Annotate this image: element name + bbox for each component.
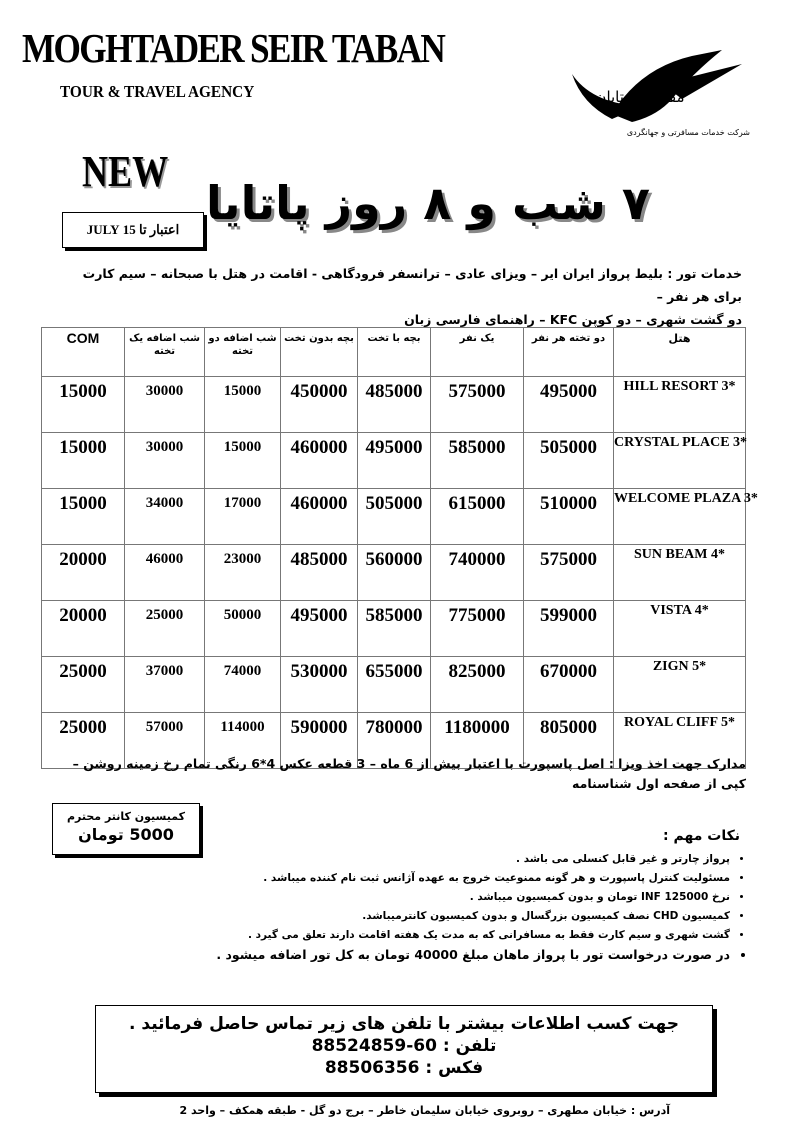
double-cell: 510000: [524, 489, 614, 545]
commission-label: کمیسیون کانتر محترم: [66, 810, 185, 823]
extra-double-cell: 15000: [205, 377, 281, 433]
hotel-name-cell: ZIGN 5*: [614, 657, 746, 713]
logo-persian-name: مقتدرسیرتابان: [595, 88, 685, 106]
services-line-2: دو گشت شهری – دو کوپن KFC – راهنمای فارسی زبان: [404, 312, 742, 327]
header-single: یک نفر: [431, 328, 524, 377]
child-no-bed-cell: 460000: [281, 433, 358, 489]
extra-double-cell: 17000: [205, 489, 281, 545]
extra-single-cell: 37000: [125, 657, 205, 713]
visa-documents: مدارک جهت اخذ ویزا : اصل پاسپورت با اعتبار بیش از 6 ماه – 3 قطعه عکس 4*6 رنگی تمام رخ زمینه روشن – کپی از صفحه اول شناسنامه: [72, 756, 746, 791]
validity-box: اعتبار تا 15 JULY: [62, 212, 204, 248]
table-row: [42, 433, 746, 489]
child-bed-cell: 585000: [358, 601, 431, 657]
header-child-no-bed: بچه بدون تخت: [281, 328, 358, 377]
double-cell: 670000: [524, 657, 614, 713]
table-row: [42, 657, 746, 713]
header-child-with-bed: بچه با تخت: [358, 328, 431, 377]
table-row: [42, 545, 746, 601]
logo-tagline: شرکت خدمات مسافرتی و جهانگردی: [626, 128, 750, 137]
single-cell: 740000: [431, 545, 524, 601]
hotel-name-cell: VISTA 4*: [614, 601, 746, 657]
table-row: [42, 377, 746, 433]
extra-double-cell: 114000: [205, 713, 281, 769]
single-cell: 1180000: [431, 713, 524, 769]
child-bed-cell: 485000: [358, 377, 431, 433]
header-double: دو تخته هر نفر: [524, 328, 614, 377]
header-extra-single: شب اضافه یک تخته: [125, 328, 205, 377]
child-no-bed-cell: 450000: [281, 377, 358, 433]
header-com: COM: [42, 328, 125, 377]
address-line: آدرس : خیابان مطهری – روبروی خیابان سلیمان خاطر – برج دو گل - طبقه همکف – واحد 2: [179, 1104, 670, 1117]
commission-box: [52, 803, 200, 855]
child-bed-cell: 780000: [358, 713, 431, 769]
services-line-1: خدمات تور : بلیط پرواز ایران ایر – ویزای عادی – ترانسفر فرودگاهی - اقامت در هتل با صبحانه – سیم کارت برای هر نفر –: [82, 266, 742, 304]
extra-single-cell: 46000: [125, 545, 205, 601]
list-item: • گشت شهری و سیم کارت فقط به مسافرانی که به مدت یک هفته اقامت دارند تعلق می گیرد .: [140, 926, 730, 945]
child-no-bed-cell: 590000: [281, 713, 358, 769]
list-item: • مسئولیت کنترل پاسپورت و هر گونه ممنوعیت خروج به عهده آژانس ثبت نام کننده میباشد .: [140, 869, 730, 888]
single-cell: 575000: [431, 377, 524, 433]
notes-heading: نکات مهم :: [663, 828, 740, 844]
brand-name: MOGHTADER SEIR TABAN: [22, 25, 445, 71]
hotel-name-cell: SUN BEAM 4*: [614, 545, 746, 601]
extra-single-cell: 57000: [125, 713, 205, 769]
contact-intro: جهت کسب اطلاعات بیشتر با تلفن های زیر تماس حاصل فرمائید .: [129, 1014, 679, 1034]
price-table: [41, 327, 758, 769]
header-extra-double: شب اضافه دو تخته: [205, 328, 281, 377]
double-cell: 495000: [524, 377, 614, 433]
extra-double-cell: 15000: [205, 433, 281, 489]
child-bed-cell: 495000: [358, 433, 431, 489]
table-row: [42, 601, 746, 657]
hotel-name-cell: HILL RESORT 3*: [614, 377, 746, 433]
extra-double-cell: 50000: [205, 601, 281, 657]
com-cell: 15000: [42, 489, 125, 545]
child-bed-cell: 560000: [358, 545, 431, 601]
header-hotel: هتل: [614, 328, 746, 377]
agency-subtitle: TOUR & TRAVEL AGENCY: [60, 82, 255, 101]
commission-value: 5000 تومان: [78, 825, 174, 844]
single-cell: 775000: [431, 601, 524, 657]
com-cell: 20000: [42, 545, 125, 601]
com-cell: 15000: [42, 433, 125, 489]
tour-title: ۷ شب و ۸ روز پاتایا: [206, 176, 650, 230]
hotel-name-cell: CRYSTAL PLACE 3*: [614, 433, 746, 489]
child-bed-cell: 505000: [358, 489, 431, 545]
phone-number: تلفن : 60-88524859: [311, 1036, 497, 1056]
double-cell: 505000: [524, 433, 614, 489]
extra-double-cell: 74000: [205, 657, 281, 713]
single-cell: 615000: [431, 489, 524, 545]
double-cell: 805000: [524, 713, 614, 769]
list-item: • نرخ INF 125000 تومان و بدون کمیسیون میباشد .: [140, 888, 730, 907]
extra-single-cell: 25000: [125, 601, 205, 657]
com-cell: 15000: [42, 377, 125, 433]
child-no-bed-cell: 485000: [281, 545, 358, 601]
fax-number: فکس : 88506356: [324, 1058, 484, 1078]
hotel-name-cell: ROYAL CLIFF 5*: [614, 713, 746, 769]
single-cell: 585000: [431, 433, 524, 489]
list-item: • در صورت درخواست تور با پرواز ماهان مبلغ 40000 تومان به کل تور اضافه میشود .: [140, 945, 730, 964]
extra-single-cell: 34000: [125, 489, 205, 545]
com-cell: 25000: [42, 657, 125, 713]
notes-list: [140, 850, 750, 964]
list-item: • پرواز چارتر و غیر قابل کنسلی می باشد .: [140, 850, 730, 869]
list-item: • کمیسیون CHD نصف کمیسیون بزرگسال و بدون کمیسیون کانترمیباشد.: [140, 907, 730, 926]
extra-single-cell: 30000: [125, 377, 205, 433]
child-no-bed-cell: 530000: [281, 657, 358, 713]
table-header-row: [42, 328, 746, 377]
extra-double-cell: 23000: [205, 545, 281, 601]
double-cell: 599000: [524, 601, 614, 657]
child-no-bed-cell: 460000: [281, 489, 358, 545]
contact-box: [95, 1005, 713, 1093]
table-row: [42, 489, 746, 545]
new-label: NEW: [82, 147, 169, 196]
double-cell: 575000: [524, 545, 614, 601]
hotel-name-cell: WELCOME PLAZA 3*: [614, 489, 746, 545]
child-bed-cell: 655000: [358, 657, 431, 713]
tour-services: [62, 262, 742, 331]
com-cell: 20000: [42, 601, 125, 657]
com-cell: 25000: [42, 713, 125, 769]
single-cell: 825000: [431, 657, 524, 713]
extra-single-cell: 30000: [125, 433, 205, 489]
child-no-bed-cell: 495000: [281, 601, 358, 657]
